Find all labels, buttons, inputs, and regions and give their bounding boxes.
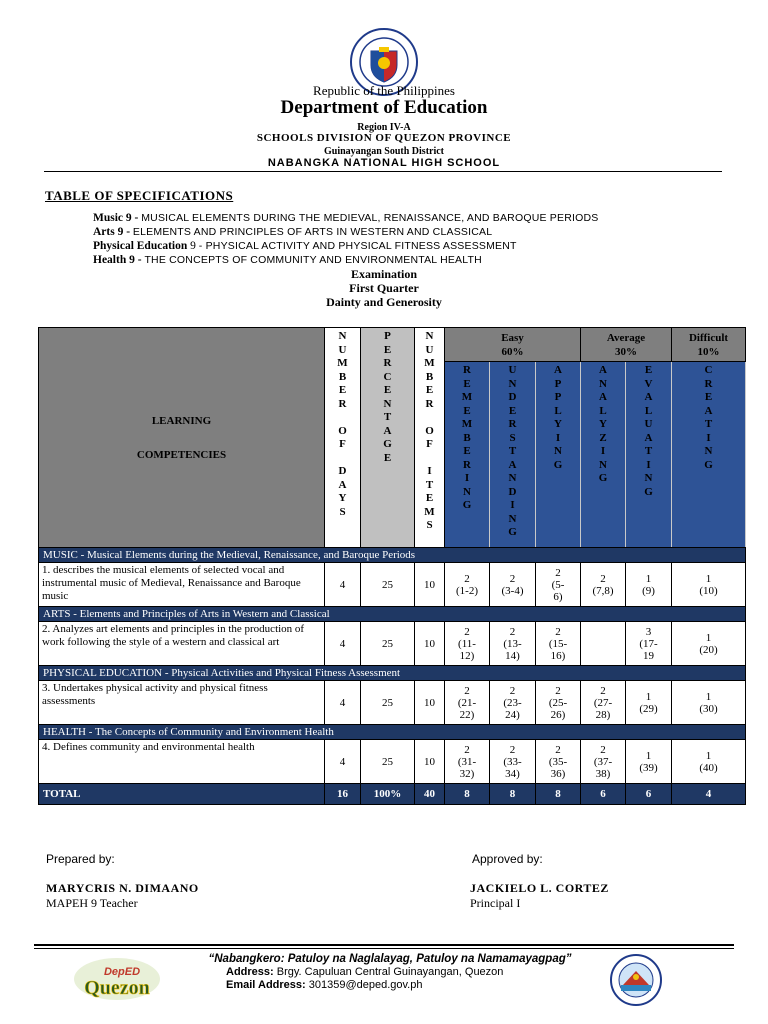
items-value: 10 [415, 622, 445, 666]
vertical-letter: N [554, 445, 562, 457]
cell-line: (13- [503, 637, 522, 650]
vertical-letter [415, 452, 444, 466]
page-title: TABLE OF SPECIFICATIONS [45, 188, 234, 203]
vertical-letter: L [644, 404, 653, 417]
easy-pct: 60% [501, 345, 524, 358]
vertical-letter: U [644, 418, 653, 430]
cell-line: 16) [550, 649, 566, 662]
cell-analyzing [581, 563, 626, 607]
vertical-letter: A [599, 391, 607, 403]
lc-line2: COMPETENCIES [136, 448, 227, 461]
vertical-letter: S [426, 519, 433, 531]
vertical-letter: S [339, 505, 346, 518]
subject-pe [93, 240, 517, 252]
total-percentage: 100% [361, 784, 415, 805]
vertical-letter: N [338, 330, 347, 342]
subject-grade: 9 [190, 240, 196, 252]
vertical-letter: G [383, 438, 392, 450]
svg-text:DepED: DepED [103, 966, 141, 978]
cell-line: 14) [505, 649, 520, 662]
difficult-pct: 10% [697, 345, 720, 358]
vertical-letter [415, 411, 444, 425]
cell-evaluating [626, 563, 672, 607]
items-value: 10 [415, 681, 445, 725]
vertical-letter: R [338, 397, 347, 410]
total-understanding: 8 [490, 784, 536, 805]
cell-line: 2 [600, 572, 606, 585]
cell-line: (11- [458, 637, 476, 650]
cell-line: (7,8) [592, 584, 614, 597]
total-row [39, 784, 746, 805]
vertical-letter: F [426, 438, 433, 450]
email-label: Email Address: [226, 979, 306, 991]
deped-quezon-logo [72, 956, 162, 1002]
section-header: PHYSICAL EDUCATION - Physical Activities and Physical Fitness Assessment [39, 666, 746, 681]
vertical-letter: E [383, 451, 392, 464]
vertical-letter: Y [554, 418, 562, 430]
vertical-letter: U [508, 364, 517, 376]
vertical-letter: N [463, 485, 471, 498]
vertical-letter: E [425, 384, 434, 396]
days-value: 4 [325, 622, 361, 666]
vertical-letter: G [704, 458, 713, 471]
cell-line: (10) [699, 584, 718, 597]
vertical-letter: D [508, 485, 517, 498]
cell-applying [536, 681, 581, 725]
vertical-letter: F [339, 438, 346, 450]
vertical-letter: B [425, 370, 434, 383]
exam-sections: Dainty and Generosity [326, 295, 442, 309]
address-line [226, 966, 503, 978]
cell-line: 2 [555, 684, 561, 697]
subject-desc: - PHYSICAL ACTIVITY AND PHYSICAL FITNESS ASSESSMENT [198, 240, 517, 252]
vertical-letter: T [704, 418, 713, 430]
vertical-letter: M [337, 357, 348, 369]
cell-line: 34) [505, 767, 520, 780]
footer-divider [34, 944, 734, 946]
vertical-letter: V [644, 377, 653, 390]
svg-text:Quezon: Quezon [84, 977, 150, 999]
items-value: 10 [415, 740, 445, 784]
vertical-letter: I [600, 445, 606, 457]
learning-competencies-header [39, 328, 325, 548]
competency-text: 1. describes the musical elements of selected vocal and instrumental music of Medieval, Renaissance and Baroque music [39, 563, 325, 607]
vertical-letter: A [644, 431, 653, 444]
cell-applying [536, 622, 581, 666]
vertical-letter: G [598, 472, 608, 484]
subject-health [93, 254, 482, 266]
cell-line: (23- [503, 696, 522, 709]
republic-text: Republic of the Philippines [313, 83, 455, 98]
cell-line: 28) [595, 708, 611, 721]
cell-line: 32) [459, 767, 475, 780]
vertical-letter: A [599, 364, 607, 376]
vertical-letter: D [338, 465, 347, 477]
cell-line: 2 [509, 743, 516, 756]
vertical-letter [325, 411, 360, 425]
sections-body [39, 548, 746, 784]
difficult-header [672, 328, 746, 362]
cell-line: (27- [593, 696, 613, 709]
vertical-letter: R [704, 377, 713, 390]
vertical-letter: S [509, 431, 516, 444]
cell-analyzing [581, 681, 626, 725]
cell-line: (5- [551, 578, 565, 591]
total-days: 16 [325, 784, 361, 805]
vertical-letter: N [508, 377, 517, 390]
region-text: Region IV-A [357, 122, 411, 133]
cell-line: 2 [555, 625, 561, 638]
cell-remembering [445, 740, 490, 784]
vertical-letter: L [599, 404, 607, 417]
subject-desc: THE CONCEPTS OF COMMUNITY AND ENVIRONMENTAL HEALTH [144, 254, 482, 266]
vertical-letter: P [554, 391, 562, 403]
percentage-header [361, 328, 415, 548]
vertical-letter: I [706, 431, 711, 444]
cell-remembering [445, 681, 490, 725]
cell-line: 24) [505, 708, 520, 721]
vertical-letter: E [338, 384, 347, 396]
email-line [226, 979, 422, 991]
cell-line: 26) [550, 708, 566, 721]
total-analyzing: 6 [581, 784, 626, 805]
prepared-by-label: Prepared by: [46, 852, 115, 866]
cell-line: (1-2) [456, 584, 478, 597]
vertical-letter: M [461, 418, 473, 430]
vertical-letter: N [508, 512, 517, 525]
cell-line: 12) [459, 649, 475, 662]
days-value: 4 [325, 740, 361, 784]
vertical-letter: E [704, 391, 713, 403]
cell-evaluating [626, 681, 672, 725]
school-motto: “Nabangkero: Patuloy na Naglalayag, Patuloy na Namamayagpag” [208, 953, 572, 965]
vertical-letter: G [508, 526, 517, 538]
vertical-letter: I [427, 465, 432, 477]
cell-line: (20) [699, 643, 718, 656]
vertical-letter: P [554, 377, 562, 390]
cell-line: 1 [705, 572, 712, 585]
cell-line: 1 [645, 690, 652, 703]
vertical-letter: A [508, 458, 517, 471]
competency-row [39, 740, 746, 784]
subject-name: Health 9 - [93, 254, 142, 266]
items-value: 10 [415, 563, 445, 607]
competency-row [39, 622, 746, 666]
exam-title: Examination [350, 267, 417, 281]
header-divider [44, 171, 722, 172]
vertical-letter: A [338, 478, 347, 491]
vertical-letter: B [463, 431, 471, 444]
cell-line: (33- [503, 755, 522, 768]
vertical-letter: I [555, 431, 561, 444]
difficult-label: Difficult [688, 331, 729, 344]
vertical-letter: A [554, 364, 562, 376]
vertical-letter: L [554, 404, 562, 417]
cell-line: (37- [593, 755, 613, 768]
level-creating [672, 362, 746, 548]
cell-line: (9) [642, 584, 655, 597]
vertical-letter: N [599, 458, 607, 471]
cell-evaluating [626, 622, 672, 666]
vertical-letter: Z [599, 431, 607, 444]
cell-evaluating [626, 740, 672, 784]
cell-creating [672, 622, 746, 666]
cell-line: 2 [464, 572, 470, 585]
section-header-row [39, 607, 746, 622]
vertical-letter: E [383, 343, 392, 356]
easy-header [445, 328, 581, 362]
vertical-letter: U [338, 343, 347, 356]
vertical-letter: O [338, 424, 347, 437]
vertical-letter: R [463, 364, 471, 376]
exam-quarter: First Quarter [349, 281, 419, 295]
vertical-letter: Y [338, 492, 347, 504]
cell-line: (15- [548, 637, 568, 650]
vertical-letter: N [383, 397, 392, 410]
district-text: Guinayangan South District [323, 146, 445, 157]
total-creating: 4 [672, 784, 746, 805]
section-header: ARTS - Elements and Principles of Arts in Western and Classical [39, 607, 746, 622]
cell-line: 2 [509, 625, 516, 638]
percentage-value: 25 [361, 740, 415, 784]
vertical-letter: D [508, 391, 517, 403]
cell-remembering [445, 563, 490, 607]
level-applying [536, 362, 581, 548]
cell-line: 2 [509, 684, 516, 697]
address-value: Brgy. Capuluan Central Guinayangan, Quezon [276, 966, 504, 978]
subject-name: Arts 9 - [93, 226, 131, 238]
average-label: Average [606, 331, 646, 344]
average-header [581, 328, 672, 362]
vertical-letter: E [463, 377, 471, 390]
vertical-letter: G [462, 499, 472, 511]
prepared-by-name: MARYCRIS N. DIMAANO [46, 881, 199, 895]
total-evaluating: 6 [626, 784, 672, 805]
vertical-letter: N [704, 445, 713, 457]
cell-line: 6) [553, 590, 563, 603]
vertical-letter: C [383, 370, 392, 383]
vertical-letter: N [599, 377, 607, 390]
cell-line: (3-4) [501, 584, 524, 597]
section-header: HEALTH - The Concepts of Community and Environment Health [39, 725, 746, 740]
number-of-days-header [325, 328, 361, 548]
cell-line: 1 [645, 572, 652, 585]
section-header: MUSIC - Musical Elements during the Medieval, Renaissance, and Baroque Periods [39, 548, 746, 563]
cell-line: 2 [509, 572, 516, 585]
school-name: NABANGKA NATIONAL HIGH SCHOOL [267, 157, 501, 169]
vertical-letter: M [424, 505, 435, 518]
cell-line: 1 [705, 690, 712, 703]
vertical-letter: E [463, 445, 471, 457]
cell-analyzing [581, 740, 626, 784]
footer-divider-thin [34, 948, 734, 949]
vertical-letter: C [704, 364, 713, 376]
cell-line: (25- [548, 696, 568, 709]
vertical-letter: P [384, 330, 391, 342]
division-text: SCHOOLS DIVISION OF QUEZON PROVINCE [256, 132, 512, 144]
cell-line: 1 [645, 749, 652, 762]
subject-desc: MUSICAL ELEMENTS DURING THE MEDIEVAL, RENAISSANCE, AND BAROQUE PERIODS [141, 212, 599, 224]
cell-line: 2 [600, 743, 606, 756]
cell-applying [536, 563, 581, 607]
cell-remembering [445, 622, 490, 666]
cell-line: 38) [595, 767, 611, 780]
cell-line: 1 [705, 749, 712, 762]
vertical-letter: E [383, 384, 392, 396]
vertical-letter: E [644, 364, 653, 376]
vertical-letter: B [338, 370, 347, 383]
total-remembering: 8 [445, 784, 490, 805]
total-applying: 8 [536, 784, 581, 805]
vertical-letter: E [425, 492, 434, 504]
subject-name: Music 9 - [93, 212, 139, 224]
cell-line: (21- [457, 696, 477, 709]
subject-name: Physical Education [93, 240, 188, 252]
cell-understanding [490, 740, 536, 784]
vertical-letter: R [463, 458, 471, 471]
competency-text: 3. Undertakes physical activity and physical fitness assessments [39, 681, 325, 725]
cell-understanding [490, 681, 536, 725]
vertical-letter: I [464, 472, 470, 484]
competency-text: 4. Defines community and environmental health [39, 740, 325, 784]
approved-by-label: Approved by: [472, 852, 543, 866]
school-seal-logo [609, 953, 663, 1007]
vertical-letter: T [508, 445, 517, 457]
competency-row [39, 681, 746, 725]
subject-arts [93, 226, 492, 238]
vertical-letter: M [424, 357, 435, 369]
subject-music [93, 212, 598, 224]
vertical-letter: T [383, 411, 392, 423]
section-header-row [39, 725, 746, 740]
cell-line: 19 [643, 649, 654, 662]
specifications-table [38, 327, 746, 805]
vertical-letter: E [508, 404, 517, 417]
days-value: 4 [325, 563, 361, 607]
cell-line: (40) [699, 761, 718, 774]
level-remembering [445, 362, 490, 548]
vertical-letter: M [461, 391, 473, 403]
percentage-value: 25 [361, 681, 415, 725]
vertical-letter: I [510, 499, 515, 511]
vertical-letter: R [425, 397, 434, 410]
cell-line: (35- [548, 755, 568, 768]
vertical-letter: O [425, 424, 434, 437]
approved-by-title: Principal I [470, 896, 521, 910]
vertical-letter: T [425, 478, 434, 491]
vertical-letter: R [383, 357, 392, 369]
vertical-letter: N [644, 472, 653, 484]
cell-line: (17- [639, 637, 658, 650]
level-analyzing [581, 362, 626, 548]
total-label: TOTAL [39, 784, 325, 805]
vertical-letter: A [704, 404, 713, 417]
level-evaluating [626, 362, 672, 548]
days-value: 4 [325, 681, 361, 725]
vertical-letter: N [508, 472, 517, 484]
vertical-letter: G [553, 458, 563, 471]
cell-understanding [490, 622, 536, 666]
cell-line: (29) [639, 702, 658, 715]
cell-line: 36) [550, 767, 566, 780]
approved-by-name: JACKIELO L. CORTEZ [470, 881, 609, 895]
section-header-row [39, 666, 746, 681]
vertical-letter: G [644, 485, 653, 498]
competency-text: 2. Analyzes art elements and principles in the production of work following the style of a western and classical art [39, 622, 325, 666]
cell-line: (30) [699, 702, 718, 715]
vertical-letter: Y [599, 418, 607, 430]
percentage-value: 25 [361, 622, 415, 666]
cell-line: 3 [645, 625, 652, 638]
cell-line: 2 [555, 743, 561, 756]
vertical-letter: U [425, 343, 434, 356]
percentage-value: 25 [361, 563, 415, 607]
cell-analyzing [581, 622, 626, 666]
average-pct: 30% [615, 345, 637, 358]
cell-line: 22) [459, 708, 475, 721]
vertical-letter: R [508, 418, 517, 430]
cell-line: 2 [555, 566, 561, 579]
cell-line: 2 [600, 684, 606, 697]
level-understanding [490, 362, 536, 548]
competency-row [39, 563, 746, 607]
department-title: Department of Education [280, 97, 488, 118]
vertical-letter: N [425, 330, 434, 342]
cell-line: 2 [464, 684, 470, 697]
email-value: 301359@deped.gov.ph [308, 979, 423, 991]
vertical-letter: I [646, 458, 651, 471]
cell-understanding [490, 563, 536, 607]
easy-label: Easy [501, 331, 524, 344]
lc-line1: LEARNING [151, 414, 212, 427]
cell-line: 2 [464, 625, 470, 638]
vertical-letter: A [644, 391, 653, 403]
cell-applying [536, 740, 581, 784]
vertical-letter: E [463, 404, 471, 417]
section-header-row [39, 548, 746, 563]
number-of-items-header [415, 328, 445, 548]
cell-line: 1 [705, 631, 712, 644]
cell-creating [672, 740, 746, 784]
vertical-letter: A [383, 424, 392, 437]
vertical-letter [325, 452, 360, 466]
total-items: 40 [415, 784, 445, 805]
address-label: Address: [226, 966, 274, 978]
vertical-letter: T [644, 445, 653, 457]
cell-creating [672, 563, 746, 607]
cell-line: 2 [464, 743, 470, 756]
cell-line: (39) [639, 761, 658, 774]
subject-desc: ELEMENTS AND PRINCIPLES OF ARTS IN WESTERN AND CLASSICAL [132, 226, 493, 238]
prepared-by-title: MAPEH 9 Teacher [46, 896, 138, 910]
cell-creating [672, 681, 746, 725]
cell-line: (31- [457, 755, 477, 768]
